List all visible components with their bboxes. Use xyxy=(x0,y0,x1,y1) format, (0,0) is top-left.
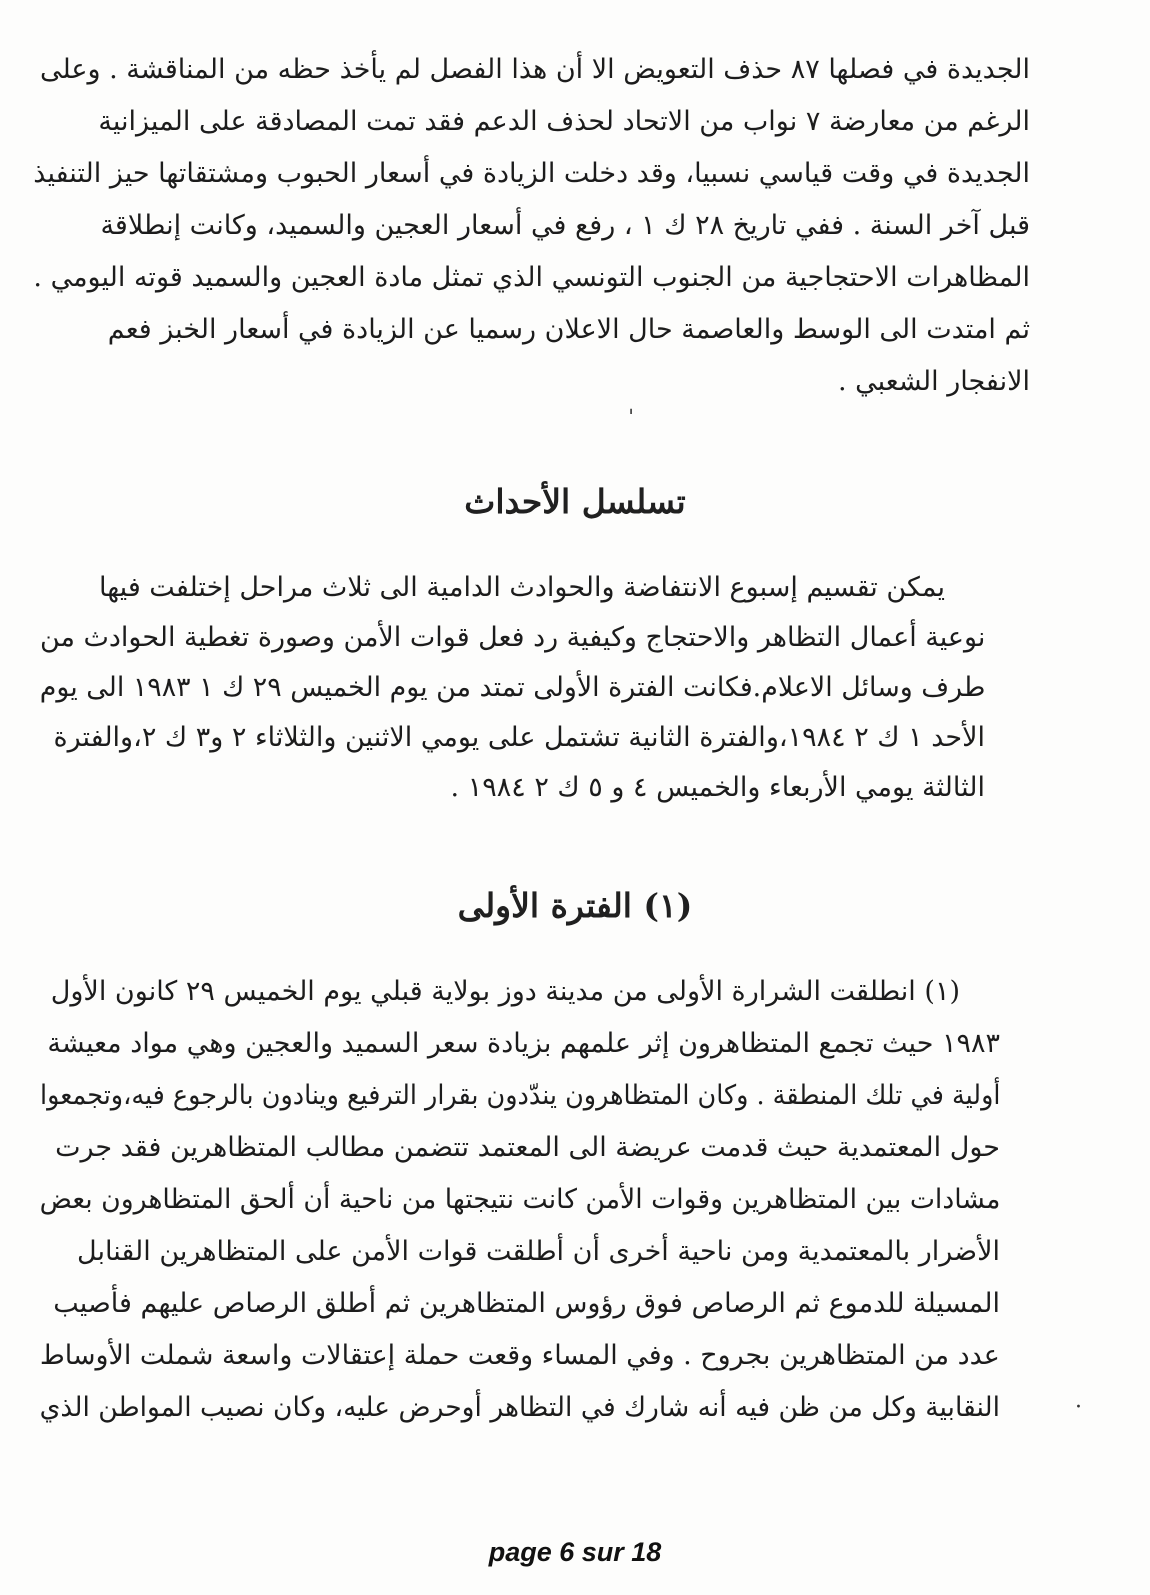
paragraph-1 xyxy=(30,50,1030,420)
scan-mark: · xyxy=(1075,1395,1082,1420)
text-line: المظاهرات الاحتجاجية من الجنوب التونسي الذي تمثل مادة العجين والسميد قوته اليومي . xyxy=(33,262,1030,293)
text-line: طرف وسائل الاعلام.فكانت الفترة الأولى تمتد من يوم الخميس ٢٩ ك ١ ١٩٨٣ الى يوم xyxy=(39,672,985,703)
scan-mark: ˌ xyxy=(628,392,635,417)
text-line: يمكن تقسيم إسبوع الانتفاضة والحوادث الدامية الى ثلاث مراحل إختلفت فيها xyxy=(99,572,945,603)
text-line: (١) انطلقت الشرارة الأولى من مدينة دوز بولاية قبلي يوم الخميس ٢٩ كانون الأول xyxy=(50,976,960,1007)
text-line: الانفجار الشعبي . xyxy=(837,366,1030,397)
text-line: الأضرار بالمعتمدية ومن ناحية أخرى أن أطلقت قوات الأمن على المتظاهرين القنابل xyxy=(77,1236,1000,1267)
section-heading-first-period: (١) الفترة الأولى xyxy=(457,886,693,925)
text-line: الأحد ١ ك ٢ ١٩٨٤،والفترة الثانية تشتمل على يومي الاثنين والثلاثاء ٢ و٣ ك ٢،والفترة xyxy=(53,722,985,753)
section-heading-events: تسلسل الأحداث xyxy=(464,482,686,521)
text-line: قبل آخر السنة . ففي تاريخ ٢٨ ك ١ ، رفع في أسعار العجين والسميد، وكانت إنطلاقة xyxy=(100,210,1030,241)
text-line: الرغم من معارضة ٧ نواب من الاتحاد لحذف الدعم فقد تمت المصادقة على الميزانية xyxy=(98,106,1030,137)
paragraph-3 xyxy=(40,972,1000,1452)
text-line: المسيلة للدموع ثم الرصاص فوق رؤوس المتظاهرين ثم أطلق الرصاص عليهم فأصيب xyxy=(53,1288,1000,1319)
text-line: النقابية وكل من ظن فيه أنه شارك في التظاهر أوحرض عليه، وكان نصيب المواطن الذي xyxy=(39,1392,1000,1423)
text-line: الثالثة يومي الأربعاء والخميس ٤ و ٥ ك ٢ ١٩٨٤ . xyxy=(450,772,985,803)
text-line: نوعية أعمال التظاهر والاحتجاج وكيفية رد فعل قوات الأمن وصورة تغطية الحوادث من xyxy=(39,622,985,653)
page-number: page 6 sur 18 xyxy=(488,1537,662,1567)
text-line: ثم امتدت الى الوسط والعاصمة حال الاعلان رسميا عن الزيادة في أسعار الخبز فعم xyxy=(107,314,1030,345)
text-line: الجديدة في وقت قياسي نسبيا، وقد دخلت الزيادة في أسعار الحبوب ومشتقاتها حيز التنفيذ xyxy=(33,158,1030,189)
text-line: أولية في تلك المنطقة . وكان المتظاهرون يندّدون بقرار الترفيع وينادون بالرجوع فيه،وتجمعوا xyxy=(39,1080,1000,1111)
text-line: مشادات بين المتظاهرين وقوات الأمن كانت نتيجتها من ناحية أن ألحق المتظاهرون بعض xyxy=(39,1184,1000,1215)
text-line: حول المعتمدية حيث قدمت عريضة الى المعتمد تتضمن مطالب المتظاهرين فقد جرت xyxy=(55,1132,1000,1163)
text-line: ١٩٨٣ حيث تجمع المتظاهرون إثر علمهم بزيادة سعر السميد والعجين وهي مواد معيشة xyxy=(47,1028,1000,1059)
text-line: عدد من المتظاهرين بجروح . وفي المساء وقعت حملة إعتقالات واسعة شملت الأوساط xyxy=(40,1340,1000,1371)
text-line: الجديدة في فصلها ٨٧ حذف التعويض الا أن هذا الفصل لم يأخذ حظه من المناقشة . وعلى xyxy=(39,54,1030,85)
paragraph-2 xyxy=(40,568,985,848)
